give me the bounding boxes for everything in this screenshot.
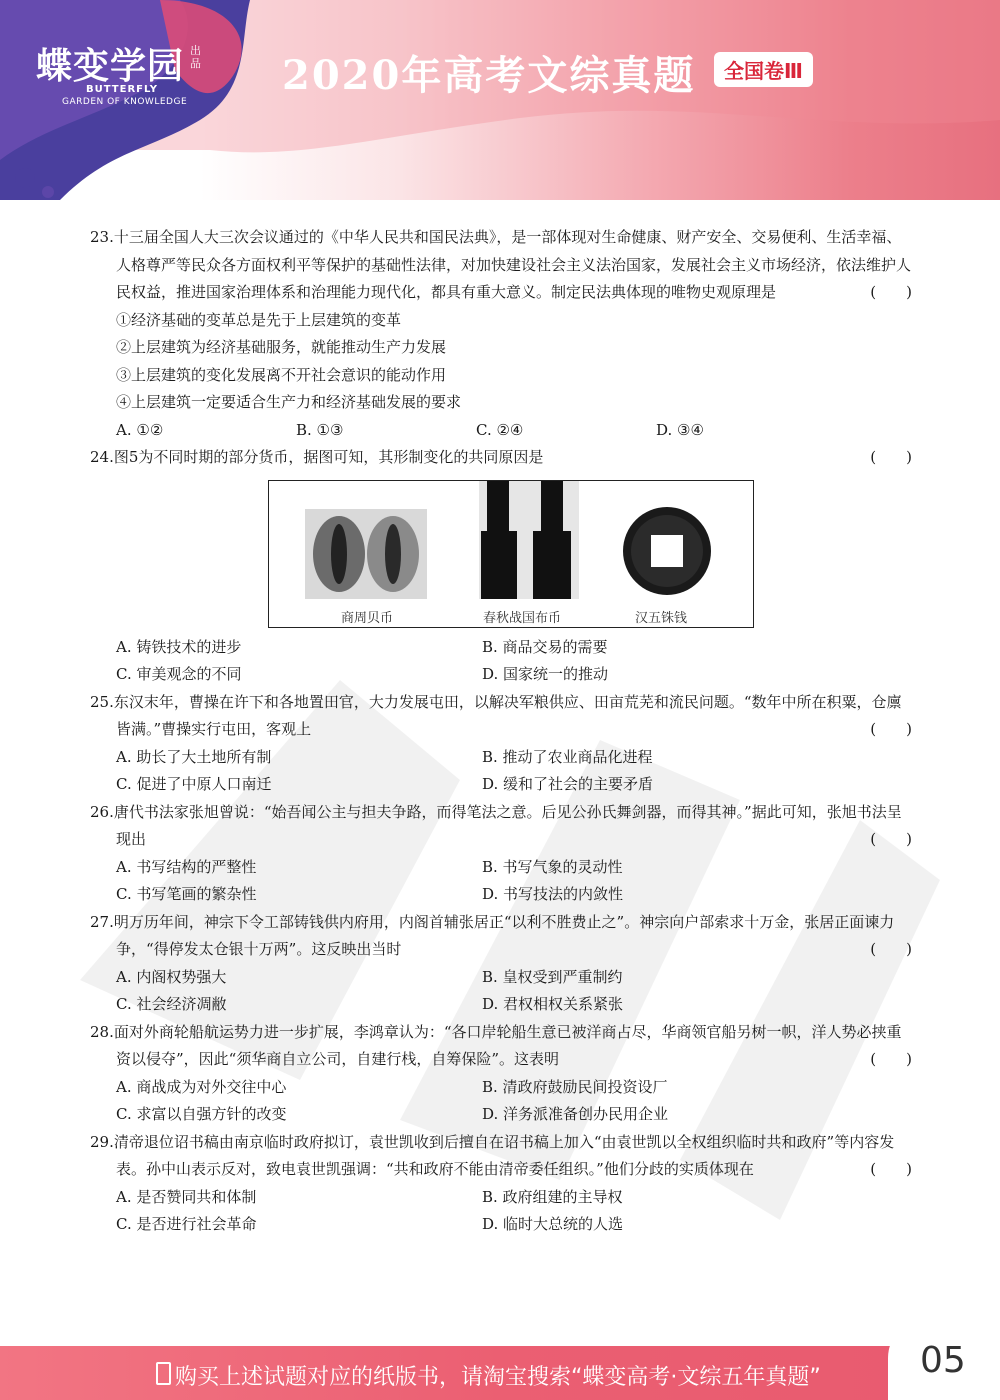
question-stem: 28.面对外商轮船航运势力进一步扩展，李鸿章认为：“各口岸轮船生意已被洋商占尽，华商领官船另树一帜，洋人势必挟重资以侵夺”，因此“须华商自立公司，自建行栈，自筹保险”。这表明 ( ) <box>90 1019 912 1074</box>
spade-coin-icon <box>479 481 579 599</box>
answer-bracket: ( ) <box>870 940 912 958</box>
option-b: B. 书写气象的灵动性 <box>482 857 623 876</box>
options-row <box>90 964 912 992</box>
options-row <box>90 417 912 445</box>
option-d: D. 临时大总统的人选 <box>482 1215 624 1233</box>
option-c: C. 求富以自强方针的改变 <box>116 1105 287 1123</box>
question-28 <box>90 1019 912 1129</box>
option-d: D. 君权相权关系紧张 <box>482 995 624 1013</box>
option-d: D. 缓和了社会的主要矛盾 <box>482 775 654 793</box>
page-header <box>0 0 1000 200</box>
wuzhu-coin-icon <box>623 507 711 595</box>
options-row <box>90 1074 912 1102</box>
question-26 <box>90 799 912 909</box>
page-number: 05 <box>920 1340 966 1381</box>
option-d: D. 国家统一的推动 <box>482 665 609 683</box>
option-b: B. 推动了农业商品化进程 <box>482 747 653 766</box>
question-stem: 27.明万历年间，神宗下令工部铸钱供内府用，内阁首辅张居正“以利不胜费止之”。神宗向户部索求十万金，张居正面谏力争，“得停发太仓银十万两”。这反映出当时 ( ) <box>90 909 912 964</box>
answer-bracket: ( ) <box>870 1160 912 1178</box>
option-d: D. 书写技法的内敛性 <box>482 885 624 903</box>
answer-bracket: ( ) <box>870 283 912 301</box>
question-24 <box>90 444 912 689</box>
options-row <box>90 744 912 772</box>
option-c: C. ②④ <box>476 420 524 439</box>
figure-label-shell: 商周贝币 <box>341 610 394 626</box>
options-row <box>90 991 912 1019</box>
answer-bracket: ( ) <box>870 720 912 738</box>
question-stem: 29.清帝退位诏书稿由南京临时政府拟订，袁世凯收到后擅自在诏书稿上加入“由袁世凯以全权组织临时共和政府”等内容发表。孙中山表示反对，致电袁世凯强调：“共和政府不能由清帝委任组织。”他们分歧的实质体现在 ( ) <box>90 1129 912 1184</box>
option-a: A. 是否赞同共和体制 <box>116 1187 257 1206</box>
currency-figure <box>268 480 754 628</box>
option-d: D. ③④ <box>656 420 704 439</box>
logo-english-2: GARDEN OF KNOWLEDGE <box>62 97 188 107</box>
options-row <box>90 634 912 662</box>
option-a: A. 铸铁技术的进步 <box>116 637 242 656</box>
option-a: A. 助长了大土地所有制 <box>116 747 272 766</box>
page-title: 2020年高考文综真题 <box>282 52 696 99</box>
option-b: B. 商品交易的需要 <box>482 637 608 656</box>
option-b: B. 皇权受到严重制约 <box>482 967 623 986</box>
question-29 <box>90 1129 912 1239</box>
logo-text: 蝶变学园 <box>36 46 185 87</box>
options-row <box>90 881 912 909</box>
footer-ad-text: 购买上述试题对应的纸版书，请淘宝搜索“蝶变高考·文综五年真题” <box>175 1365 821 1390</box>
answer-bracket: ( ) <box>870 830 912 848</box>
option-a: A. 内阁权势强大 <box>116 967 227 986</box>
statement-item: ①经济基础的变革总是先于上层建筑的变革 <box>116 310 402 329</box>
shell-coin-icon <box>305 509 427 599</box>
question-25 <box>90 689 912 799</box>
answer-bracket: ( ) <box>870 1050 912 1068</box>
options-row <box>90 1211 912 1239</box>
options-row <box>90 661 912 689</box>
statement-item: ④上层建筑一定要适合生产力和经济基础发展的要求 <box>116 393 462 411</box>
page-footer <box>0 1346 1000 1400</box>
question-stem: 24.图5为不同时期的部分货币，据图可知，其形制变化的共同原因是 ( ) <box>90 444 912 472</box>
question-stem: 25.东汉末年，曹操在许下和各地置田官，大力发展屯田，以解决军粮供应、田亩荒芜和流民问题。“数年中所在积粟，仓廪皆满。”曹操实行屯田，客观上 ( ) <box>90 689 912 744</box>
answer-bracket: ( ) <box>870 448 912 466</box>
question-stem: 26.唐代书法家张旭曾说：“始吾闻公主与担夫争路，而得笔法之意。后见公孙氏舞剑器，而得其神。”据此可知，张旭书法呈现出 ( ) <box>90 799 912 854</box>
logo-english-1: BUTTERFLY <box>86 84 159 95</box>
exam-badge: 全国卷Ⅲ <box>714 52 813 87</box>
option-c: C. 审美观念的不同 <box>116 665 242 683</box>
options-row <box>90 771 912 799</box>
question-27 <box>90 909 912 1019</box>
figure-label-wuzhu: 汉五铢钱 <box>635 610 688 626</box>
statement-item: ②上层建筑为经济基础服务，就能推动生产力发展 <box>116 338 447 356</box>
option-c: C. 书写笔画的繁杂性 <box>116 885 257 903</box>
option-b: B. 清政府鼓励民间投资设厂 <box>482 1077 668 1096</box>
options-row <box>90 854 912 882</box>
logo-sub-text: 出品 <box>190 44 201 70</box>
option-a: A. 书写结构的严整性 <box>116 857 257 876</box>
option-a: A. 商战成为对外交往中心 <box>116 1077 287 1096</box>
statement-item: ③上层建筑的变化发展离不开社会意识的能动作用 <box>116 365 447 384</box>
option-a: A. ①② <box>116 420 164 439</box>
question-list <box>90 224 912 1239</box>
option-d: D. 洋务派准备创办民用企业 <box>482 1105 669 1123</box>
figure-label-spade: 春秋战国布币 <box>483 610 562 626</box>
question-stem: 23.十三届全国人大三次会议通过的《中华人民共和国民法典》，是一部体现对生命健康、财产安全、交易便利、生活幸福、人格尊严等民众各方面权利平等保护的基础性法律，对加快建设社会主义法治国家，发展社会主义市场经济，依法维护人民权益，推进国家治理体系和治理能力现代化，都具有重大意义。制定民法典体现的唯物史观原理是 ( ) <box>90 224 912 307</box>
question-23 <box>90 224 912 444</box>
option-c: C. 是否进行社会革命 <box>116 1215 257 1233</box>
option-c: C. 社会经济凋敝 <box>116 995 227 1013</box>
options-row <box>90 1101 912 1129</box>
option-b: B. 政府组建的主导权 <box>482 1187 623 1206</box>
option-c: C. 促进了中原人口南迁 <box>116 775 272 793</box>
options-row <box>90 1184 912 1212</box>
phone-icon <box>156 1362 171 1385</box>
option-b: B. ①③ <box>296 420 344 439</box>
